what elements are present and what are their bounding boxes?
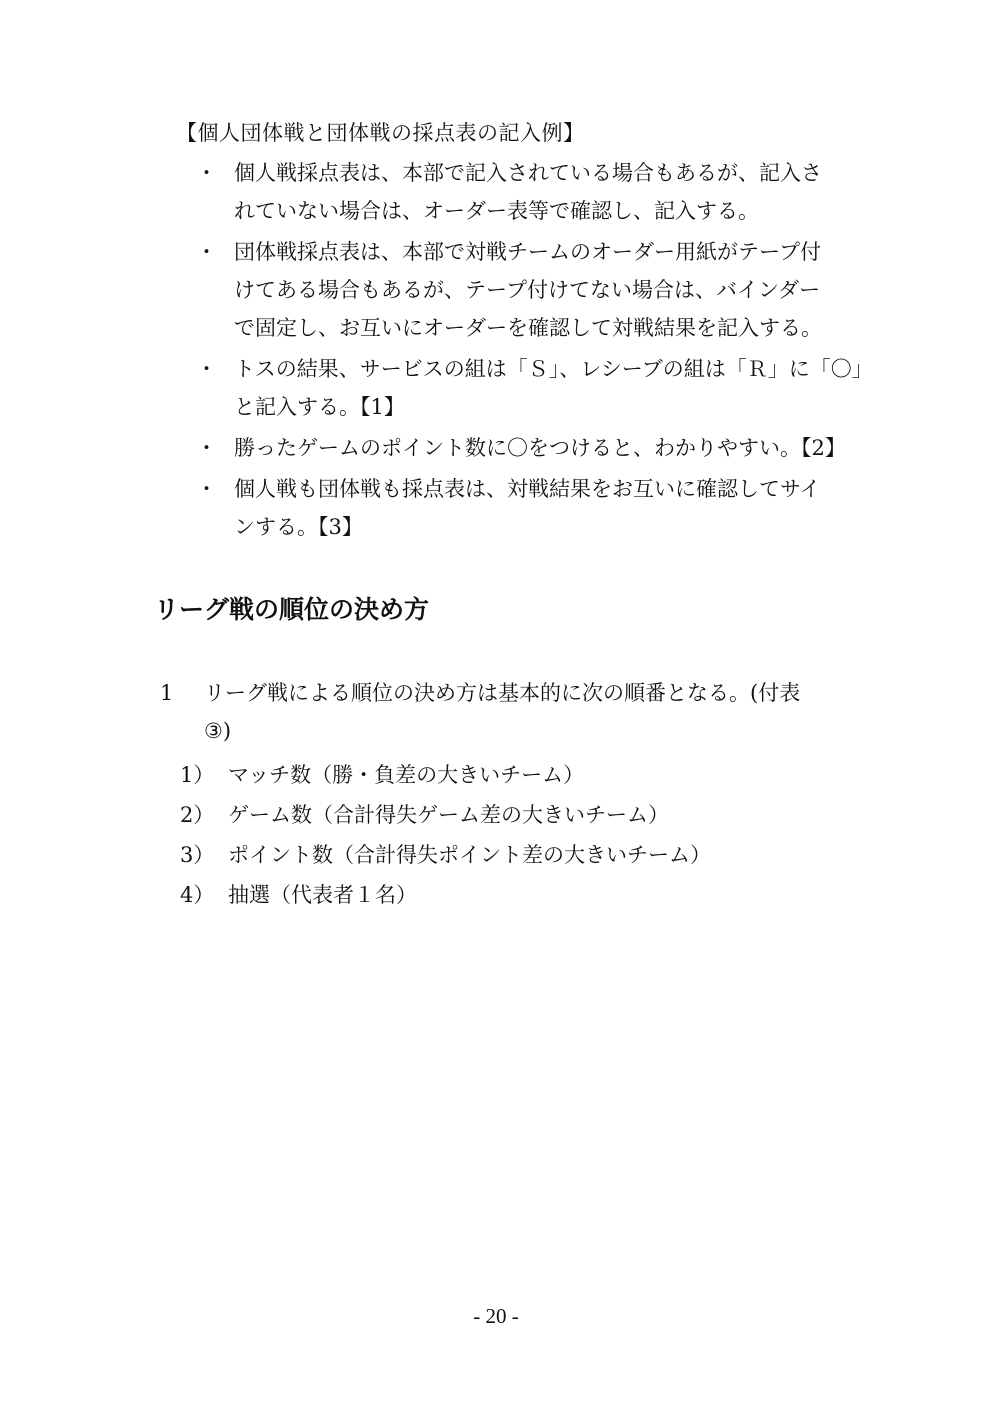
criteria-number: 2）: [180, 803, 215, 827]
example-section-heading: 【個人団体戦と団体戦の採点表の記入例】: [176, 121, 585, 145]
ranking-section-title: リーグ戦の順位の決め方: [154, 595, 430, 624]
list-item: [180, 755, 711, 795]
list-item: [196, 429, 916, 467]
criteria-text: マッチ数（勝・負差の大きいチーム）: [228, 763, 585, 787]
rule-number: 1: [160, 681, 174, 705]
bullet-text: 個人戦も団体戦も採点表は、対戦結果をお互いに確認してサイ ンする。【3】: [234, 477, 821, 539]
ranking-rule: [160, 674, 920, 750]
bullet-mark: ・: [196, 240, 217, 264]
criteria-text: 抽選（代表者１名）: [228, 883, 417, 907]
example-bullet-list: [196, 154, 916, 549]
list-item: [180, 835, 711, 875]
list-item: [196, 470, 916, 546]
rule-text: リーグ戦による順位の決め方は基本的に次の順番となる。(付表 ③): [204, 681, 801, 743]
bullet-text: 個人戦採点表は、本部で記入されている場合もあるが、記入さ れていない場合は、オーダー表等で確認し、記入する。: [234, 161, 822, 223]
list-item: [196, 350, 916, 426]
list-item: [180, 875, 711, 915]
bullet-text: 団体戦採点表は、本部で対戦チームのオーダー用紙がテープ付 けてある場合もあるが、テープ付けてない場合は、バインダー で固定し、お互いにオーダーを確認して対戦結果を記入する。: [234, 240, 822, 340]
criteria-text: ゲーム数（合計得失ゲーム差の大きいチーム）: [228, 803, 669, 827]
criteria-text: ポイント数（合計得失ポイント差の大きいチーム）: [228, 843, 711, 867]
page-number: - 20 -: [473, 1304, 519, 1328]
criteria-number: 4）: [180, 883, 215, 907]
bullet-text: 勝ったゲームのポイント数に〇をつけると、わかりやすい。【2】: [234, 436, 846, 460]
ranking-criteria-list: [180, 755, 711, 915]
list-item: [196, 233, 916, 347]
criteria-number: 3）: [180, 843, 215, 867]
criteria-number: 1）: [180, 763, 215, 787]
list-item: [196, 154, 916, 230]
bullet-mark: ・: [196, 436, 217, 460]
bullet-text: トスの結果、サービスの組は「Ｓ」、レシーブの組は「Ｒ」に「〇」 と記入する。【1】: [234, 357, 873, 419]
bullet-mark: ・: [196, 357, 217, 381]
list-item: [180, 795, 711, 835]
bullet-mark: ・: [196, 477, 217, 501]
bullet-mark: ・: [196, 161, 217, 185]
